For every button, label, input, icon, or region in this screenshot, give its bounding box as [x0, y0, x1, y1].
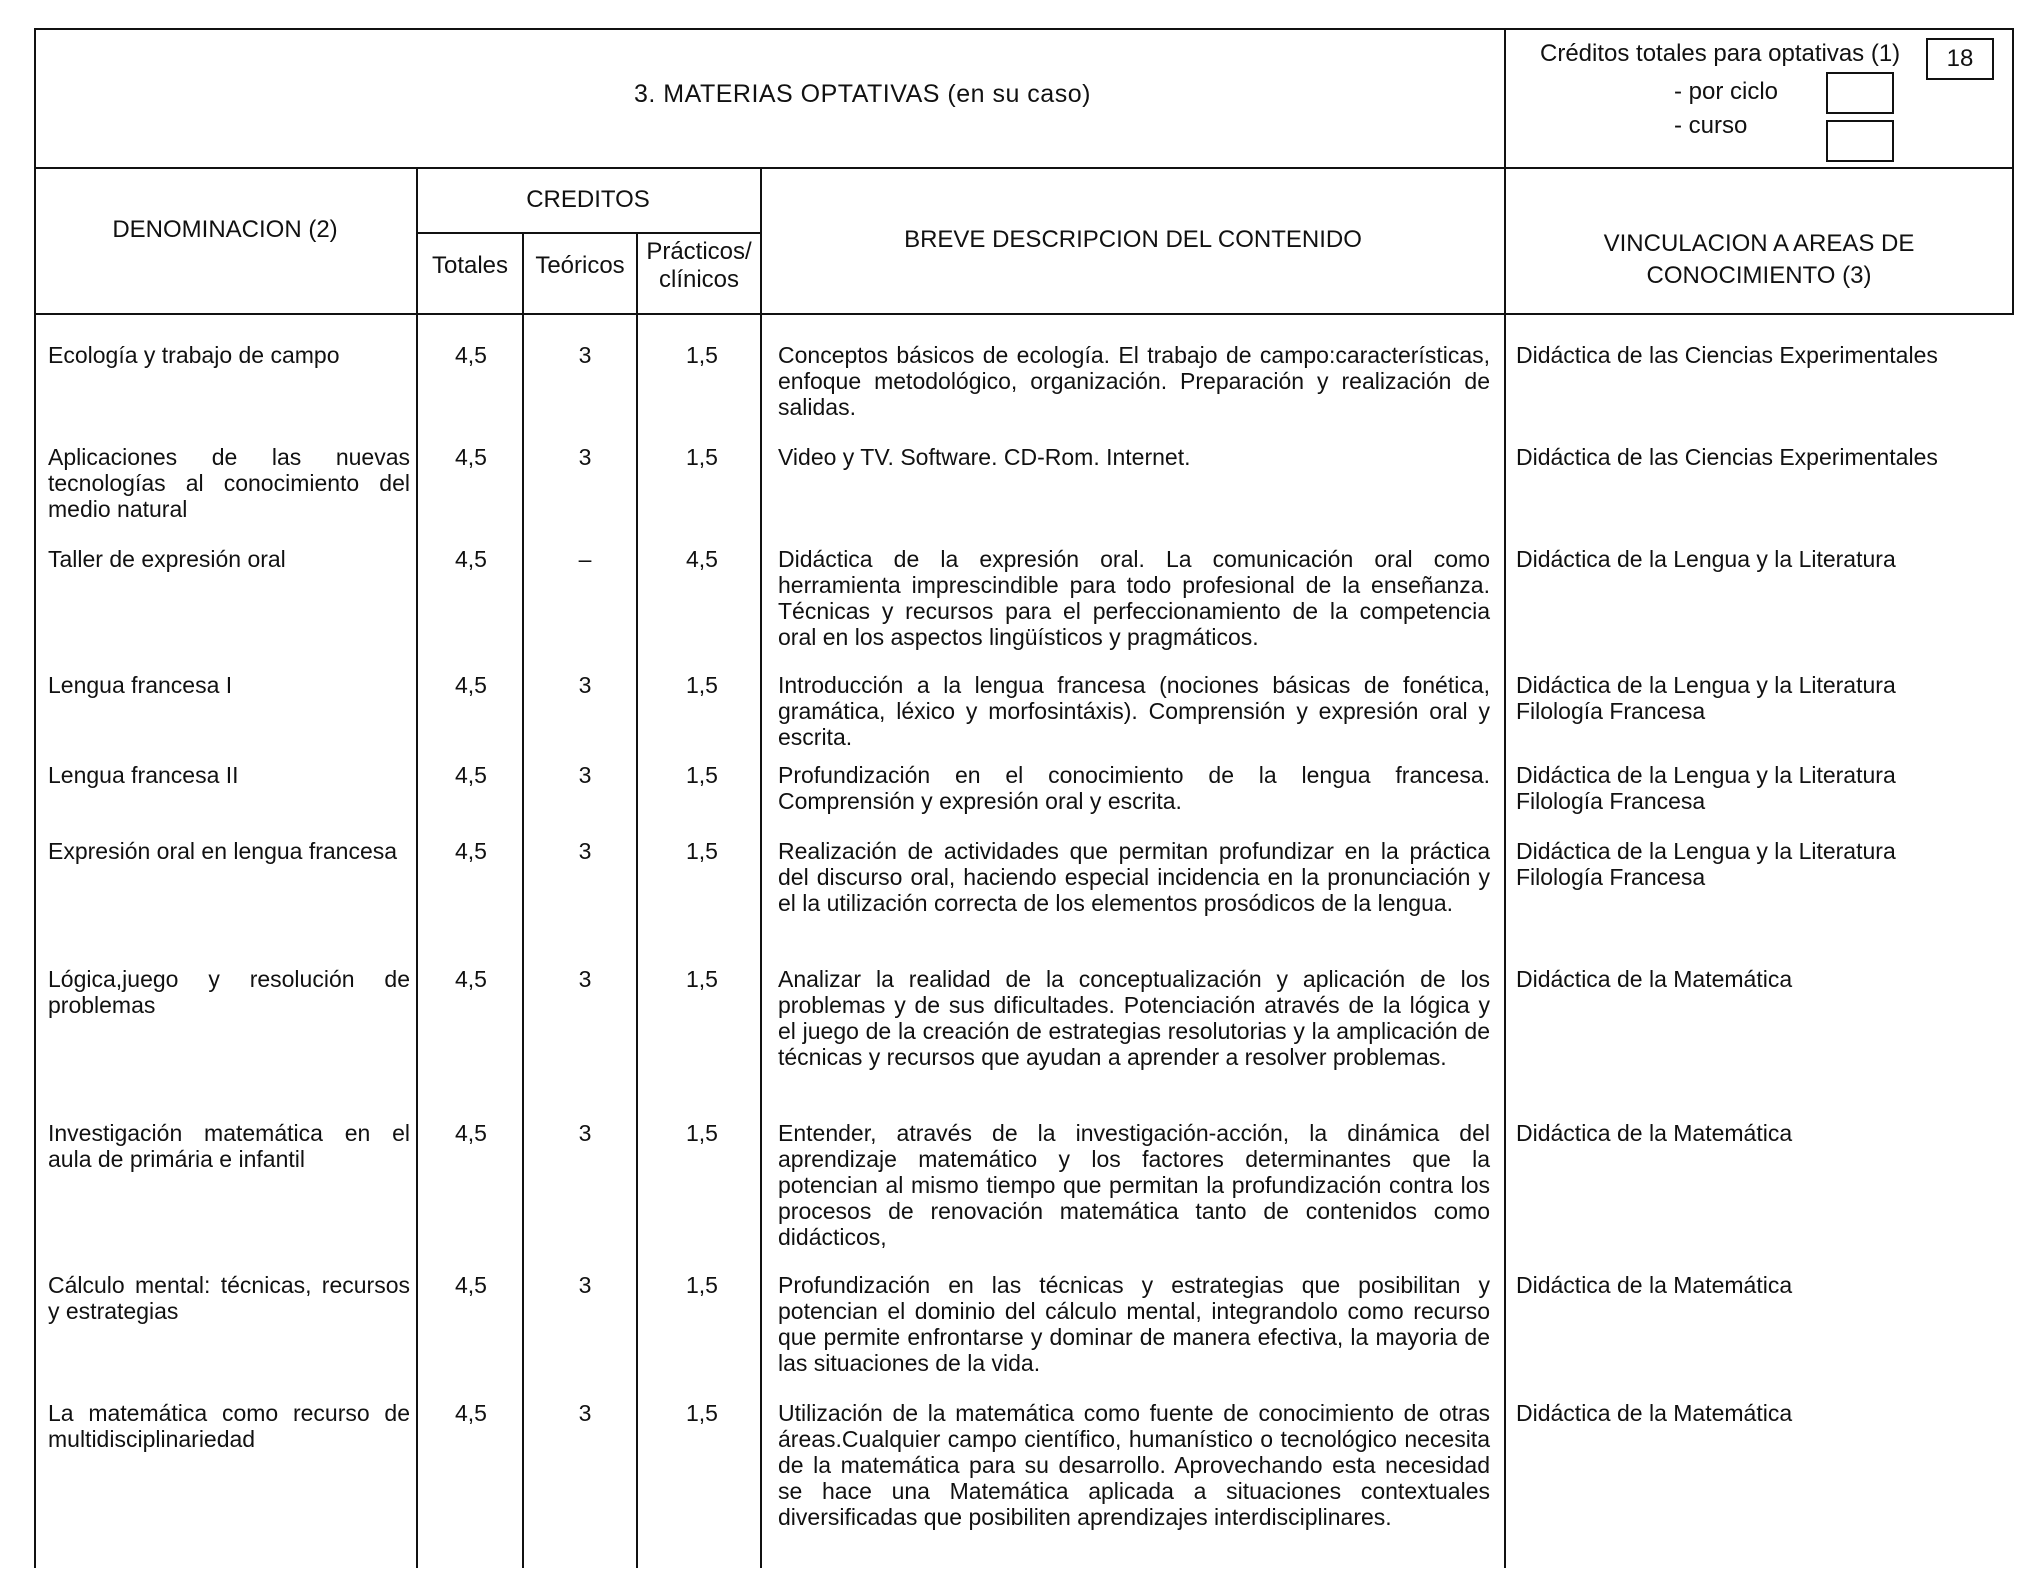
row-10-desc: Utilización de la matemática como fuente de conocimiento de otras áreas.Cualquier campo científico, humanístico o tecnológico necesita de la matemática para su desarrollo. Aprovechando esta necesidad se hace una Matemática aplicada a situaciones contextuales diversificadas que posibiliten aprendizajes interdisciplinares.	[778, 1400, 1490, 1530]
row-4-teoricos: 3	[578, 672, 592, 698]
row-6-name: Expresión oral en lengua francesa	[48, 838, 398, 864]
row-6-area: Didáctica de la Lengua y la Literatura Filología Francesa	[1516, 838, 1896, 890]
row-9-totales: 4,5	[455, 1272, 487, 1298]
section-title: 3. MATERIAS OPTATIVAS (en su caso)	[634, 80, 1091, 108]
per-cycle-label: - por ciclo	[1674, 78, 1779, 105]
row-8-desc: Entender, através de la investigación-acción, la dinámica del aprendizaje matemático y los factores determinantes que la potencian al mismo tiempo que permitan la profundización contra los procesos de renovación matemática tanto de contenidos como didácticos,	[778, 1120, 1490, 1250]
row-8-teoricos: 3	[578, 1120, 592, 1146]
col-denominacion: DENOMINACION (2)	[112, 216, 338, 243]
row-10-teoricos: 3	[578, 1400, 592, 1426]
row-1-practicos: 1,5	[686, 342, 718, 368]
row-10-area: Didáctica de la Matemática	[1516, 1400, 1793, 1426]
row-10-practicos: 1,5	[686, 1400, 718, 1426]
rule-name	[416, 167, 418, 1568]
row-9-teoricos: 3	[578, 1272, 592, 1298]
row-7-practicos: 1,5	[686, 966, 718, 992]
row-4-area: Didáctica de la Lengua y la Literatura Filología Francesa	[1516, 672, 1896, 724]
row-3-totales: 4,5	[455, 546, 487, 572]
row-10-totales: 4,5	[455, 1400, 487, 1426]
row-3-area: Didáctica de la Lengua y la Literatura	[1516, 546, 1896, 572]
row-1-area: Didáctica de las Ciencias Experimentales	[1516, 342, 1938, 368]
row-5-name: Lengua francesa II	[48, 762, 239, 788]
rule-summary	[1504, 28, 1506, 1568]
row-1-desc: Conceptos básicos de ecología. El trabajo de campo:características, enfoque metodológico, organización. Preparación y realización de salidas.	[778, 342, 1490, 420]
row-7-desc: Analizar la realidad de la conceptualización y aplicación de los problemas y de sus dificultades. Potenciación através de la lógica y el juego de la creación de estrategias resolutorias y la amplicación de técnicas y recursos que ayudan a aprender a resolver problemas.	[778, 966, 1490, 1070]
row-8-area: Didáctica de la Matemática	[1516, 1120, 1793, 1146]
row-1-teoricos: 3	[578, 342, 592, 368]
rule-columns-bottom	[34, 313, 2014, 315]
row-4-practicos: 1,5	[686, 672, 718, 698]
row-4-totales: 4,5	[455, 672, 487, 698]
row-8-practicos: 1,5	[686, 1120, 718, 1146]
total-credits-label: Créditos totales para optativas (1)	[1540, 40, 1901, 67]
rule-header-bottom	[34, 167, 2014, 169]
row-8-totales: 4,5	[455, 1120, 487, 1146]
col-descripcion: BREVE DESCRIPCION DEL CONTENIDO	[904, 226, 1362, 253]
row-2-area: Didáctica de las Ciencias Experimentales	[1516, 444, 1938, 470]
rule-totales	[522, 232, 524, 1568]
row-7-totales: 4,5	[455, 966, 487, 992]
row-5-area: Didáctica de la Lengua y la Literatura Filología Francesa	[1516, 762, 1896, 814]
row-10-name: La matemática como recurso de multidisciplinariedad	[48, 1400, 410, 1452]
row-5-teoricos: 3	[578, 762, 592, 788]
row-6-desc: Realización de actividades que permitan profundizar en la práctica del discurso oral, haciendo especial incidencia en la pronunciación y el la utilización correcta de los elementos prosódicos de la lengua.	[778, 838, 1490, 916]
course-label: - curso	[1674, 112, 1748, 139]
row-3-practicos: 4,5	[686, 546, 718, 572]
col-totales: Totales	[431, 252, 509, 279]
row-5-desc: Profundización en el conocimiento de la lengua francesa. Comprensión y expresión oral y escrita.	[778, 762, 1490, 814]
rule-teoricos	[636, 232, 638, 1568]
row-3-teoricos: –	[578, 546, 592, 572]
row-2-desc: Video y TV. Software. CD-Rom. Internet.	[778, 444, 1191, 470]
row-1-totales: 4,5	[455, 342, 487, 368]
row-6-practicos: 1,5	[686, 838, 718, 864]
rule-right	[2012, 28, 2014, 313]
rule-top	[34, 28, 2014, 30]
row-2-teoricos: 3	[578, 444, 592, 470]
total-credits-value: 18	[1946, 45, 1974, 72]
row-3-name: Taller de expresión oral	[48, 546, 286, 572]
row-2-practicos: 1,5	[686, 444, 718, 470]
rule-creditos-sub	[416, 232, 760, 234]
total-credits-box[interactable]	[1926, 38, 1994, 80]
row-7-area: Didáctica de la Matemática	[1516, 966, 1793, 992]
row-7-name: Lógica,juego y resolución de problemas	[48, 966, 410, 1018]
rule-desc	[760, 167, 762, 1568]
rule-left	[34, 28, 36, 1568]
col-teoricos: Teóricos	[535, 252, 625, 279]
row-6-teoricos: 3	[578, 838, 592, 864]
row-7-teoricos: 3	[578, 966, 592, 992]
row-9-area: Didáctica de la Matemática	[1516, 1272, 1793, 1298]
row-5-practicos: 1,5	[686, 762, 718, 788]
row-5-totales: 4,5	[455, 762, 487, 788]
col-practicos: Prácticos/ clínicos	[646, 238, 752, 293]
col-vinculacion: VINCULACION A AREAS DE CONOCIMIENTO (3)	[1603, 230, 1915, 289]
row-3-desc: Didáctica de la expresión oral. La comunicación oral como herramienta imprescindible para todo profesional de la enseñanza. Técnicas y recursos para el perfeccionamiento de la competencia oral en los aspectos lingüísticos y pragmáticos.	[778, 546, 1490, 650]
row-1-name: Ecología y trabajo de campo	[48, 342, 340, 368]
row-9-practicos: 1,5	[686, 1272, 718, 1298]
row-9-desc: Profundización en las técnicas y estrategias que posibilitan y potencian el dominio del cálculo mental, integrandolo como recurso que permite enfrontarse y dominar de manera efectiva, la mayoria de las situaciones de la vida.	[778, 1272, 1490, 1376]
row-4-name: Lengua francesa I	[48, 672, 233, 698]
row-8-name: Investigación matemática en el aula de primária e infantil	[48, 1120, 410, 1172]
row-4-desc: Introducción a la lengua francesa (nociones básicas de fonética, gramática, léxico y morfosintáxis). Comprensión y expresión oral y escrita.	[778, 672, 1490, 750]
row-2-totales: 4,5	[455, 444, 487, 470]
col-creditos: CREDITOS	[526, 186, 650, 213]
row-9-name: Cálculo mental: técnicas, recursos y estrategias	[48, 1272, 410, 1324]
row-2-name: Aplicaciones de las nuevas tecnologías al conocimiento del medio natural	[48, 444, 410, 522]
row-6-totales: 4,5	[455, 838, 487, 864]
optional-subjects-form	[34, 28, 2014, 1568]
course-box[interactable]	[1826, 120, 1894, 162]
per-cycle-box[interactable]	[1826, 72, 1894, 114]
